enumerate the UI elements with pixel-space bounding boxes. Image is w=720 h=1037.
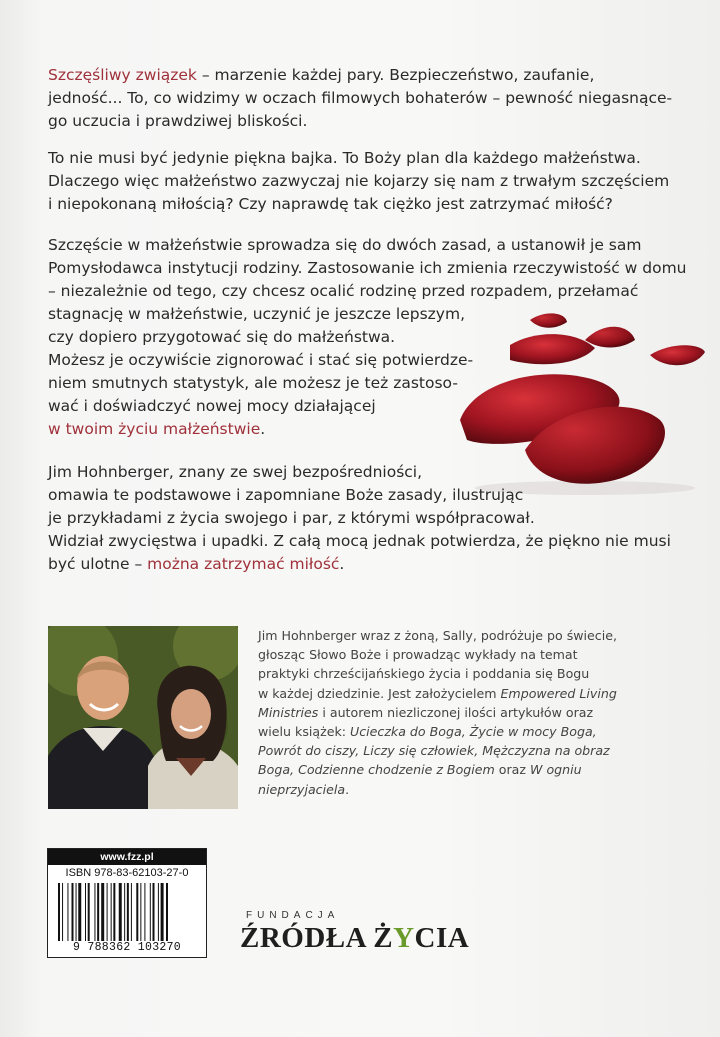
barcode-bar xyxy=(127,883,129,941)
barcode-bar xyxy=(85,883,86,941)
author-photo xyxy=(48,626,238,809)
barcode-bar xyxy=(58,883,60,941)
accent-phrase: Szczęśliwy związek xyxy=(48,66,197,84)
text-line: Możesz je oczywiście zignorować i stać się potwierdze- xyxy=(48,351,474,369)
text-span: . xyxy=(345,781,350,797)
barcode-bar xyxy=(94,883,95,941)
barcode-bar xyxy=(113,883,115,941)
barcode-bar xyxy=(161,883,164,941)
logo-letter-y: Y xyxy=(393,922,415,954)
bio-line xyxy=(258,741,688,760)
accent-phrase: można zatrzymać miłość xyxy=(147,555,340,573)
bio-line xyxy=(258,703,688,722)
barcode-bar xyxy=(158,883,159,941)
text-line: – niezależnie od tego, czy chcesz ocalić rodzinę przed rozpadem, przełamać xyxy=(48,282,639,300)
barcode-bar xyxy=(150,883,151,941)
italic-title: Ministries xyxy=(258,704,319,720)
italic-title: Empowered Living xyxy=(500,685,617,701)
text-line: go uczucia i prawdziwej bliskości. xyxy=(48,112,308,130)
barcode-bar xyxy=(78,883,81,941)
barcode-bar xyxy=(136,883,138,941)
accent-phrase: w twoim życiu małżeństwie xyxy=(48,420,261,438)
bio-line xyxy=(258,684,688,703)
italic-title: W ogniu xyxy=(530,762,582,778)
publisher-logo xyxy=(240,905,500,965)
barcode-bar xyxy=(144,883,145,941)
author-bio xyxy=(258,626,688,799)
italic-title: Boga, Codzienne chodzenie z Bogiem xyxy=(258,762,495,778)
barcode-bar xyxy=(97,883,99,941)
text-span: . xyxy=(260,420,266,438)
text-span: być ulotne – xyxy=(48,555,148,573)
text-line: omawia te podstawowe i zapomniane Boże zasady, ilustrując xyxy=(48,486,524,504)
text-line xyxy=(48,64,688,87)
text-line: Szczęście w małżeństwie sprowadza się do dwóch zasad, a ustanowił je sam xyxy=(48,236,642,254)
text-span: . xyxy=(339,555,345,573)
bio-line xyxy=(258,722,688,741)
barcode-bar xyxy=(67,883,68,941)
text-line: czy dopiero przygotować się do małżeństwa. xyxy=(48,328,396,346)
bio-line xyxy=(258,760,688,779)
text-span: – marzenie każdej pary. Bezpieczeństwo, zaufanie, xyxy=(196,66,595,84)
text-line: stagnację w małżeństwie, uczynić je jeszcze lepszym, xyxy=(48,305,466,323)
barcode-bar xyxy=(140,883,141,941)
paragraph-intro xyxy=(48,64,688,133)
text-line: Jim Hohnberger, znany ze swej bezpośredniości, xyxy=(48,463,423,481)
barcode-bar xyxy=(62,883,63,941)
text-line: Dlaczego więc małżeństwo zazwyczaj nie kojarzy się nam z trwałym szczęściem xyxy=(48,172,670,190)
text-span: wielu książek: xyxy=(258,724,350,740)
text-line: niem smutnych statystyk, ale możesz je też zastoso- xyxy=(48,374,458,392)
bio-line xyxy=(258,780,688,799)
barcode-bar xyxy=(88,883,90,941)
barcode-bar xyxy=(107,883,108,941)
isbn-number: ISBN 978-83-62103-27-0 xyxy=(65,867,189,879)
barcode-bars xyxy=(58,883,198,941)
italic-title: nieprzyjaciela xyxy=(258,781,346,797)
text-span: w każdej dziedzinie. Jest założycielem xyxy=(258,685,501,701)
barcode-label xyxy=(47,848,207,958)
barcode-bar xyxy=(131,883,132,941)
barcode-bar xyxy=(72,883,74,941)
barcode-bar xyxy=(111,883,112,941)
barcode-bar xyxy=(119,883,122,941)
author-photo-illustration xyxy=(48,626,238,809)
text-line xyxy=(48,553,688,576)
barcode-bar xyxy=(76,883,77,941)
text-line: To nie musi być jedynie piękna bajka. To Boży plan dla każdego małżeństwa. xyxy=(48,149,641,167)
logo-text: CIA xyxy=(414,922,470,954)
text-span: i autorem niezliczonej ilości artykułów oraz xyxy=(318,704,594,720)
italic-title: Ucieczka do Boga, Życie w mocy Boga, xyxy=(350,724,597,740)
publisher-logo-name xyxy=(240,922,469,955)
text-line: wać i doświadczyć nowej mocy działającej xyxy=(48,397,376,415)
text-line: jedność... To, co widzimy w oczach filmowych bohaterów – pewność niegasnące- xyxy=(48,89,673,107)
publisher-logo-small: FUNDACJA xyxy=(246,910,340,921)
bio-line: praktyki chrześcijańskiego życia i poddania się Bogu xyxy=(258,666,590,682)
barcode-digits: 9 788362 103270 xyxy=(72,941,182,954)
bio-line: Jim Hohnberger wraz z żoną, Sally, podróżuje po świecie, xyxy=(258,628,617,643)
text-line: i niepokonaną miłością? Czy naprawdę tak ciężko jest zatrzymać miłość? xyxy=(48,195,613,213)
paragraph-plan xyxy=(48,147,688,216)
text-line: je przykładami z życia swojego i par, z którymi współpracował. xyxy=(48,509,535,527)
paragraph-author xyxy=(48,461,688,576)
barcode-bar xyxy=(124,883,125,941)
italic-title: Powrót do ciszy, Liczy się człowiek, Mężczyzna na obraz xyxy=(258,743,610,759)
barcode-bar xyxy=(166,883,168,941)
logo-text: ŹRÓDŁA Ż xyxy=(240,922,394,954)
publisher-url: www.fzz.pl xyxy=(48,849,206,865)
text-span: oraz xyxy=(494,762,531,778)
bio-line: głosząc Słowo Boże i prowadząc wykłady na temat xyxy=(258,647,578,663)
barcode-bar xyxy=(153,883,155,941)
barcode-bar xyxy=(101,883,104,941)
text-line: Widział zwycięstwa i upadki. Z całą mocą jednak potwierdza, że piękno nie musi xyxy=(48,532,671,550)
text-line: Pomysłodawca instytucji rodziny. Zastosowanie ich zmienia rzeczywistość w domu xyxy=(48,259,687,277)
